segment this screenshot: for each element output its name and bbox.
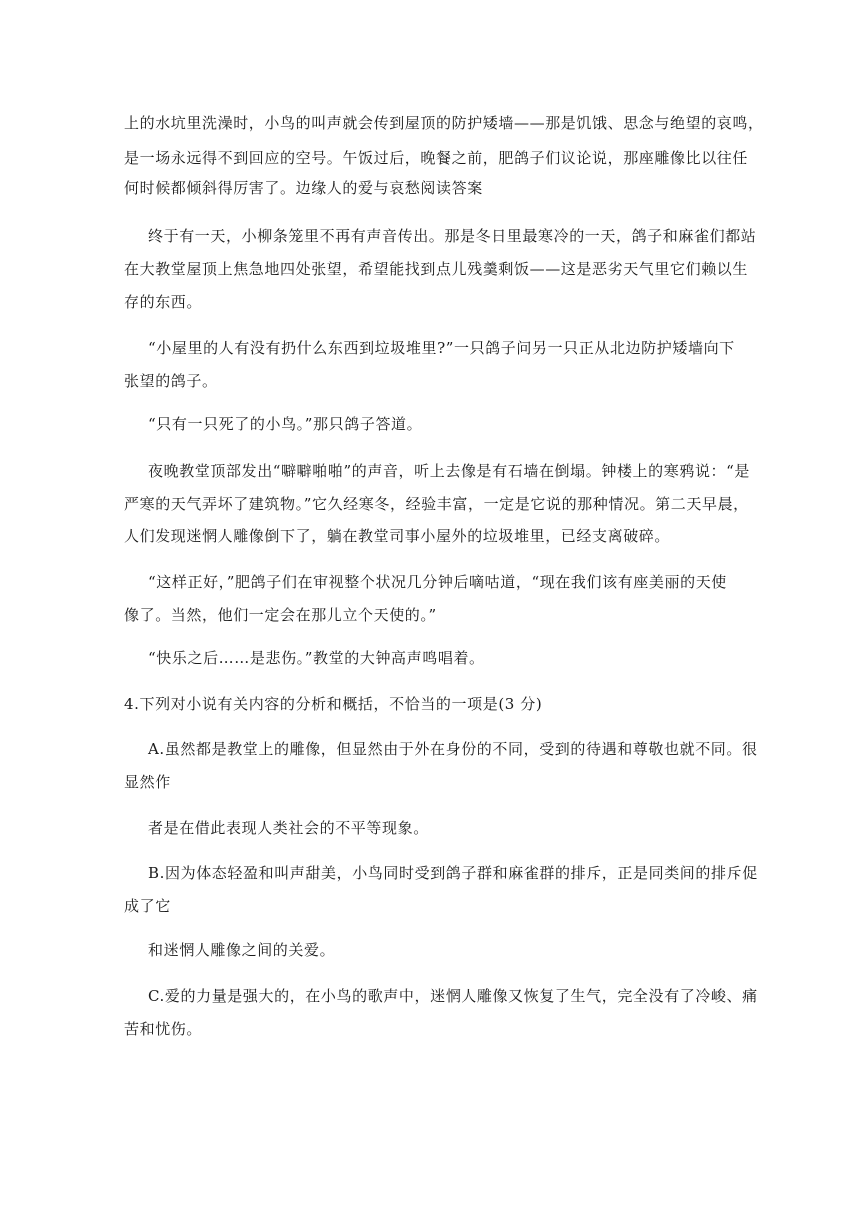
paragraph-line: 在大教堂屋顶上焦急地四处张望，希望能找到点儿残羹剩饭——这是恶劣天气里它们赖以生: [124, 260, 749, 278]
paragraph-line: 上的水坑里洗澡时，小鸟的叫声就会传到屋顶的防护矮墙——那是饥饿、思念与绝望的哀鸣，: [124, 114, 764, 132]
paragraph-line: 张望的鸽子。: [124, 372, 218, 390]
option-b-line: B.因为体态轻盈和叫声甜美，小鸟同时受到鸽子群和麻雀群的排斥，正是同类间的排斥促: [148, 864, 758, 882]
paragraph-line: 何时候都倾斜得厉害了。边缘人的爱与哀愁阅读答案: [124, 179, 483, 197]
paragraph-line: 人们发现迷惘人雕像倒下了，躺在教堂司事小屋外的垃圾堆里，已经支离破碎。: [124, 527, 671, 545]
option-a-line: A.虽然都是教堂上的雕像，但显然由于外在身份的不同，受到的待遇和尊敬也就不同。很: [148, 740, 758, 758]
question-heading: 4.下列对小说有关内容的分析和概括，不恰当的一项是(3 分): [124, 695, 543, 713]
option-c-line: 苦和忧伤。: [124, 1020, 203, 1038]
paragraph-line: 夜晚教堂顶部发出“噼噼啪啪”的声音，听上去像是有石墙在倒塌。钟楼上的寒鸦说：“是: [148, 462, 751, 480]
paragraph-line: 严寒的天气弄坏了建筑物。”它久经寒冬，经验丰富，一定是它说的那种情况。第二天早晨，: [124, 495, 749, 513]
paragraph-line: 像了。当然，他们一定会在那儿立个天使的。”: [124, 606, 437, 624]
paragraph-line: “只有一只死了的小鸟。”那只鸽子答道。: [148, 415, 423, 433]
paragraph-line: “这样正好，”肥鸽子们在审视整个状况几分钟后嘀咕道，“现在我们该有座美丽的天使: [148, 573, 727, 591]
paragraph-line: “快乐之后……是悲伤。”教堂的大钟高声鸣唱着。: [148, 649, 485, 667]
option-a-line: 显然作: [124, 773, 171, 791]
option-a-line: 者是在借此表现人类社会的不平等现象。: [148, 819, 429, 837]
paragraph-line: 存的东西。: [124, 293, 203, 311]
paragraph-line: 终于有一天，小柳条笼里不再有声音传出。那是冬日里最寒冷的一天，鸽子和麻雀们都站: [148, 227, 757, 245]
option-b-line: 成了它: [124, 897, 171, 915]
paragraph-line: “小屋里的人有没有扔什么东西到垃圾堆里?”一只鸽子问另一只正从北边防护矮墙向下: [148, 339, 735, 357]
option-b-line: 和迷惘人雕像之间的关爱。: [148, 941, 336, 959]
paragraph-line: 是一场永远得不到回应的空号。午饭过后，晚餐之前，肥鸽子们议论说，那座雕像比以往任: [124, 149, 749, 167]
option-c-line: C.爱的力量是强大的，在小鸟的歌声中，迷惘人雕像又恢复了生气，完全没有了冷峻、痛: [148, 987, 758, 1005]
